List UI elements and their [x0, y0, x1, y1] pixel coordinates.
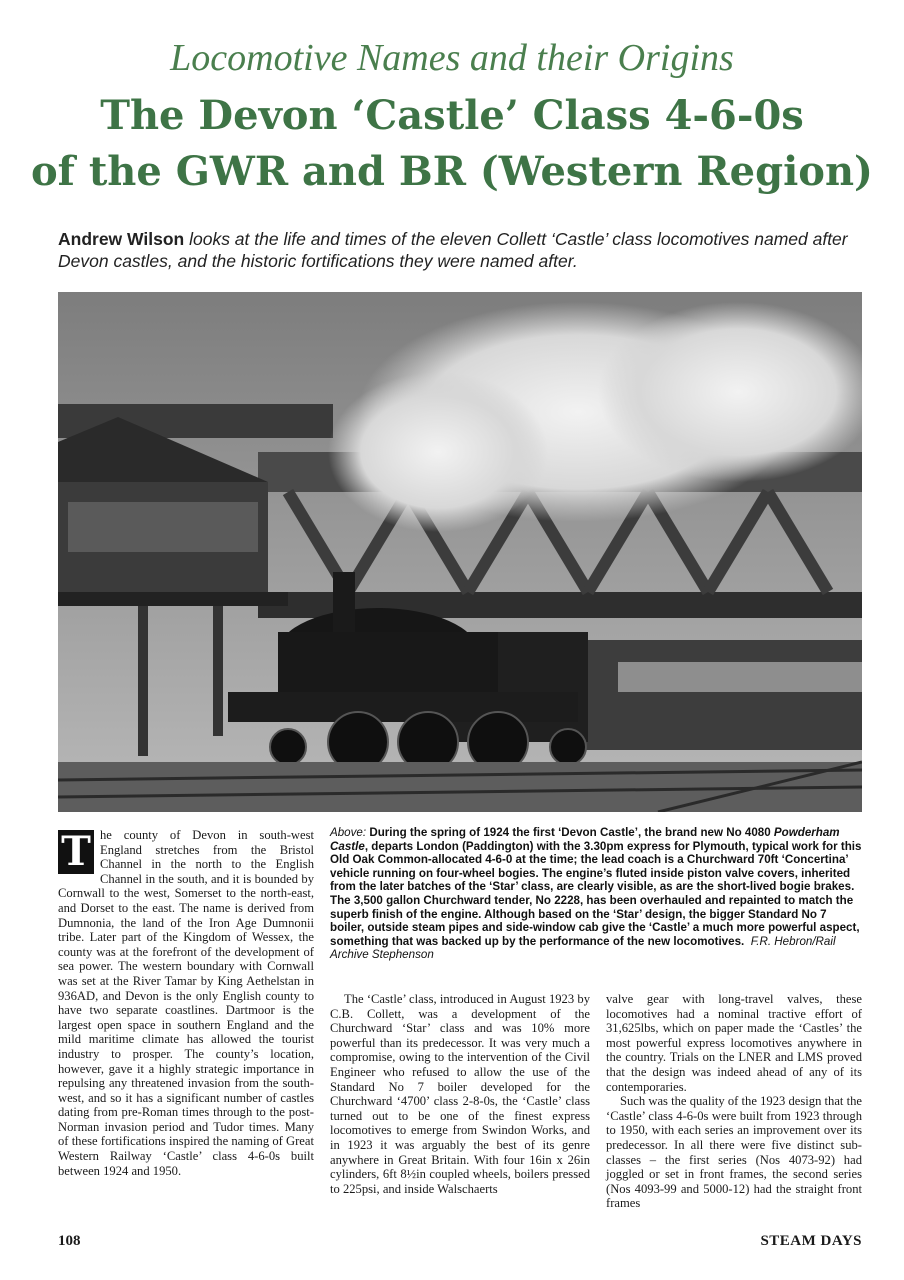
- title-line-1: The Devon ‘Castle’ Class 4-6-0s: [100, 92, 804, 139]
- locomotive-photo: [58, 292, 862, 812]
- caption-text-part1: During the spring of 1924 the first ‘Devon Castle’, the brand new No 4080: [369, 826, 774, 839]
- photo-caption: [330, 826, 862, 962]
- body-column-2: [330, 992, 590, 1196]
- photo-illustration: [58, 292, 862, 812]
- series-title: Locomotive Names and their Origins: [170, 37, 734, 79]
- page-number: 108: [58, 1233, 81, 1249]
- article-title: [0, 88, 904, 200]
- standfirst: [58, 228, 858, 272]
- standfirst-text: looks at the life and times of the eleven Collett ‘Castle’ class locomotives named after Devon castles, and the historic fortifications they were named after.: [58, 229, 848, 271]
- title-line-2: of the GWR and BR (Western Region): [31, 148, 873, 195]
- col3-paragraph-1: valve gear with long-travel valves, these locomotives had a nominal tractive effort of 31,625lbs, which on paper made the ‘Castles’ the most powerful express locomotives anywhere in the country. Trials on the LNER and LMS proved that the design was indeed ahead of any of its contemporaries.: [606, 992, 862, 1094]
- author-name: Andrew Wilson: [58, 229, 185, 249]
- caption-lead: Above:: [330, 826, 370, 839]
- magazine-name: STEAM DAYS: [760, 1233, 862, 1249]
- drop-cap: T: [58, 830, 94, 874]
- caption-credit: F.R. Hebron/Rail Archive Stephenson: [330, 934, 836, 962]
- body-column-3: [606, 992, 862, 1211]
- caption-loco-name: Powderham Castle: [330, 826, 840, 853]
- col1-paragraph: he county of Devon in south-west England stretches from the Bristol Channel in the north to the English Channel in the south, and it is bounded by Cornwall to the west, Somerset to the north-east, and Dorset to the east. The name is derived from Dumnonia, the land of the Iron Age Dumnonii tribe. Later part of the Kingdom of Wessex, the county was at the forefront of the development of sea power. The western boundary with Cornwall was set at the River Tamar by King Aethelstan in 936AD, and Devon is the only English county to have two separate coastlines. Dartmoor is the largest open space in southern England and the mild maritime climate has allowed the tourist industry to prosper. The county’s location, however, gave it a highly strategic importance in repulsing any threatened invasion from the south-west, and so it has a significant number of castles dating from pre-Roman times through to the post-Norman invasion period and Tudor times. Many of these fortifications inspired the naming of Great Western Railway ‘Castle’ class 4-6-0s built between 1924 and 1950.: [58, 828, 314, 1178]
- col2-paragraph: The ‘Castle’ class, introduced in August 1923 by C.B. Collett, was a development of the Churchward ‘Star’ class and was 10% more powerful than its predecessor. It was very much a compromise, owing to the intervention of the Civil Engineer who refused to allow the use of the Standard No 7 boiler developed for the Churchward ‘4700’ class 2-8-0s, the ‘Castle’ class turned out to be one of the finest express locomotives to emerge from Swindon Works, and in 1923 it was arguably the best of its genre anywhere in Great Britain. With four 16in x 26in cylinders, 6ft 8½in coupled wheels, boilers pressed to 225psi, and inside Walschaerts: [330, 992, 590, 1196]
- caption-text-part2: , departs London (Paddington) with the 3.30pm express for Plymouth, typical work for this Old Oak Common-allocated 4-6-0 at the time; the lead coach is a Churchward 70ft ‘Concertina’ vehicle running on four-wheel bogies. The engine’s fluted inside piston valve covers, inherited from the later batches of the ‘Star’ class, are clearly visible, as are the short-lived bogie brakes. The 3,500 gallon Churchward tender, No 2228, has been overhauled and repainted to match the superb finish of the engine. Although based on the ‘Star’ design, the bigger Standard No 7 boiler, outside steam pipes and side-window cab give the ‘Castle’ a much more powerful aspect, something that was backed up by the performance of the new locomotives.: [330, 839, 862, 948]
- col3-paragraph-2: Such was the quality of the 1923 design that the ‘Castle’ class 4-6-0s were built from 1923 through to 1950, with each series an improvement over its predecessor. In all there were five distinct sub-classes – the first series (Nos 4073-92) had joggled or set in front frames, the second series (Nos 4093-99 and 5000-12) had the straight front frames: [606, 1094, 862, 1211]
- body-column-1: [58, 828, 314, 1178]
